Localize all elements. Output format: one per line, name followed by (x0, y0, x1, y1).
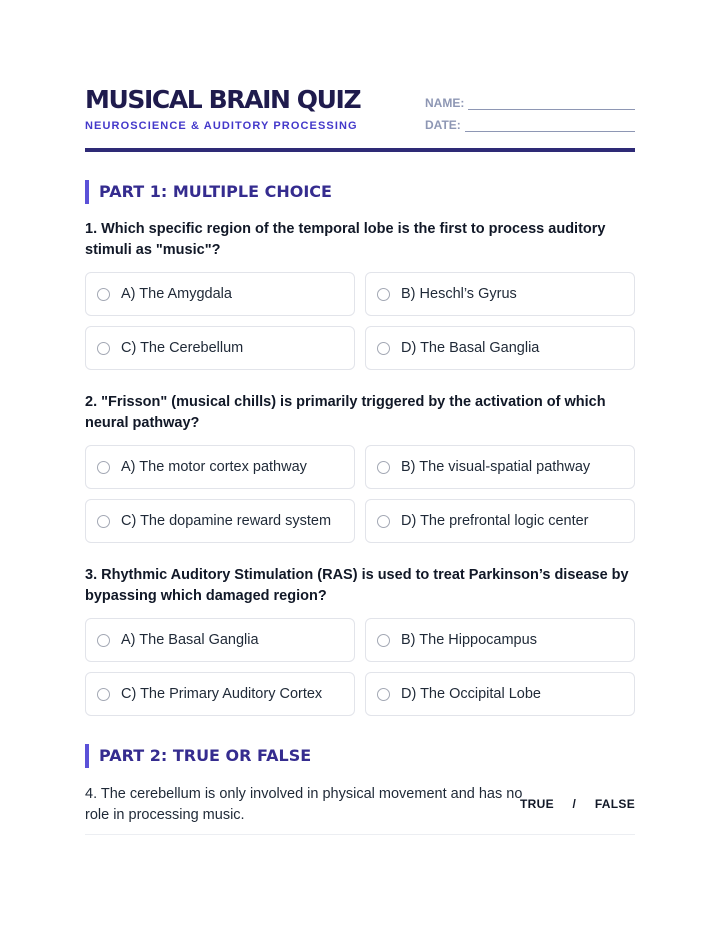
radio-circle-icon[interactable] (97, 688, 110, 701)
option-label: B) The visual-spatial pathway (401, 459, 591, 475)
option-q3-c[interactable] (85, 672, 355, 716)
option-q1-b[interactable] (365, 272, 635, 316)
option-q2-d[interactable] (365, 499, 635, 543)
header-divider (85, 148, 635, 152)
option-label: A) The motor cortex pathway (121, 459, 307, 475)
false-option[interactable]: FALSE (594, 797, 635, 811)
date-label: DATE: (425, 118, 461, 132)
radio-circle-icon[interactable] (377, 515, 390, 528)
radio-circle-icon[interactable] (377, 461, 390, 474)
option-label: C) The dopamine reward system (121, 513, 332, 529)
option-label: D) The Occipital Lobe (401, 686, 541, 702)
date-blank-line[interactable] (465, 121, 635, 132)
question-2-options (85, 445, 635, 543)
radio-circle-icon[interactable] (97, 461, 110, 474)
radio-circle-icon[interactable] (97, 515, 110, 528)
name-field[interactable] (425, 96, 635, 110)
quiz-title: MUSICAL BRAIN QUIZ (85, 85, 361, 114)
option-q2-b[interactable] (365, 445, 635, 489)
option-label: C) The Primary Auditory Cortex (121, 686, 323, 702)
radio-circle-icon[interactable] (97, 634, 110, 647)
question-3-options (85, 618, 635, 716)
option-q1-c[interactable] (85, 326, 355, 370)
option-q1-d[interactable] (365, 326, 635, 370)
option-q2-a[interactable] (85, 445, 355, 489)
question-3-text: 3. Rhythmic Auditory Stimulation (RAS) is used to treat Parkinson’s disease by bypassing which damaged region? (85, 567, 629, 604)
option-q1-a[interactable] (85, 272, 355, 316)
option-q3-b[interactable] (365, 618, 635, 662)
option-label: C) The Cerebellum (121, 340, 244, 356)
radio-circle-icon[interactable] (377, 288, 390, 301)
statement-4-text: 4. The cerebellum is only involved in physical movement and has no role in processing music. (85, 786, 523, 823)
name-blank-line[interactable] (468, 99, 635, 110)
question-1-options (85, 272, 635, 370)
option-label: D) The Basal Ganglia (401, 340, 540, 356)
name-label: NAME: (425, 96, 465, 110)
question-2-text: 2. "Frisson" (musical chills) is primarily triggered by the activation of which neural pathway? (85, 394, 606, 431)
student-info (425, 96, 635, 140)
radio-circle-icon[interactable] (97, 288, 110, 301)
question-1-text: 1. Which specific region of the temporal lobe is the first to process auditory stimuli as "music"? (85, 221, 606, 258)
option-q3-a[interactable] (85, 618, 355, 662)
option-label: A) The Basal Ganglia (121, 632, 259, 648)
option-q2-c[interactable] (85, 499, 355, 543)
radio-circle-icon[interactable] (377, 688, 390, 701)
option-label: A) The Amygdala (121, 286, 232, 302)
quiz-header (85, 84, 635, 154)
option-label: B) The Hippocampus (401, 632, 537, 648)
date-field[interactable] (425, 118, 635, 132)
true-option[interactable]: TRUE (520, 797, 554, 811)
true-false-choices (520, 797, 635, 811)
radio-circle-icon[interactable] (377, 634, 390, 647)
part2-heading: PART 2: TRUE OR FALSE (85, 744, 635, 768)
option-label: D) The prefrontal logic center (401, 513, 589, 529)
choice-separator: / (572, 797, 577, 811)
option-q3-d[interactable] (365, 672, 635, 716)
part1-heading: PART 1: MULTIPLE CHOICE (85, 180, 635, 204)
true-false-row (85, 784, 635, 835)
quiz-subtitle: NEUROSCIENCE & AUDITORY PROCESSING (85, 120, 358, 132)
option-label: B) Heschl’s Gyrus (401, 286, 517, 302)
radio-circle-icon[interactable] (377, 342, 390, 355)
radio-circle-icon[interactable] (97, 342, 110, 355)
